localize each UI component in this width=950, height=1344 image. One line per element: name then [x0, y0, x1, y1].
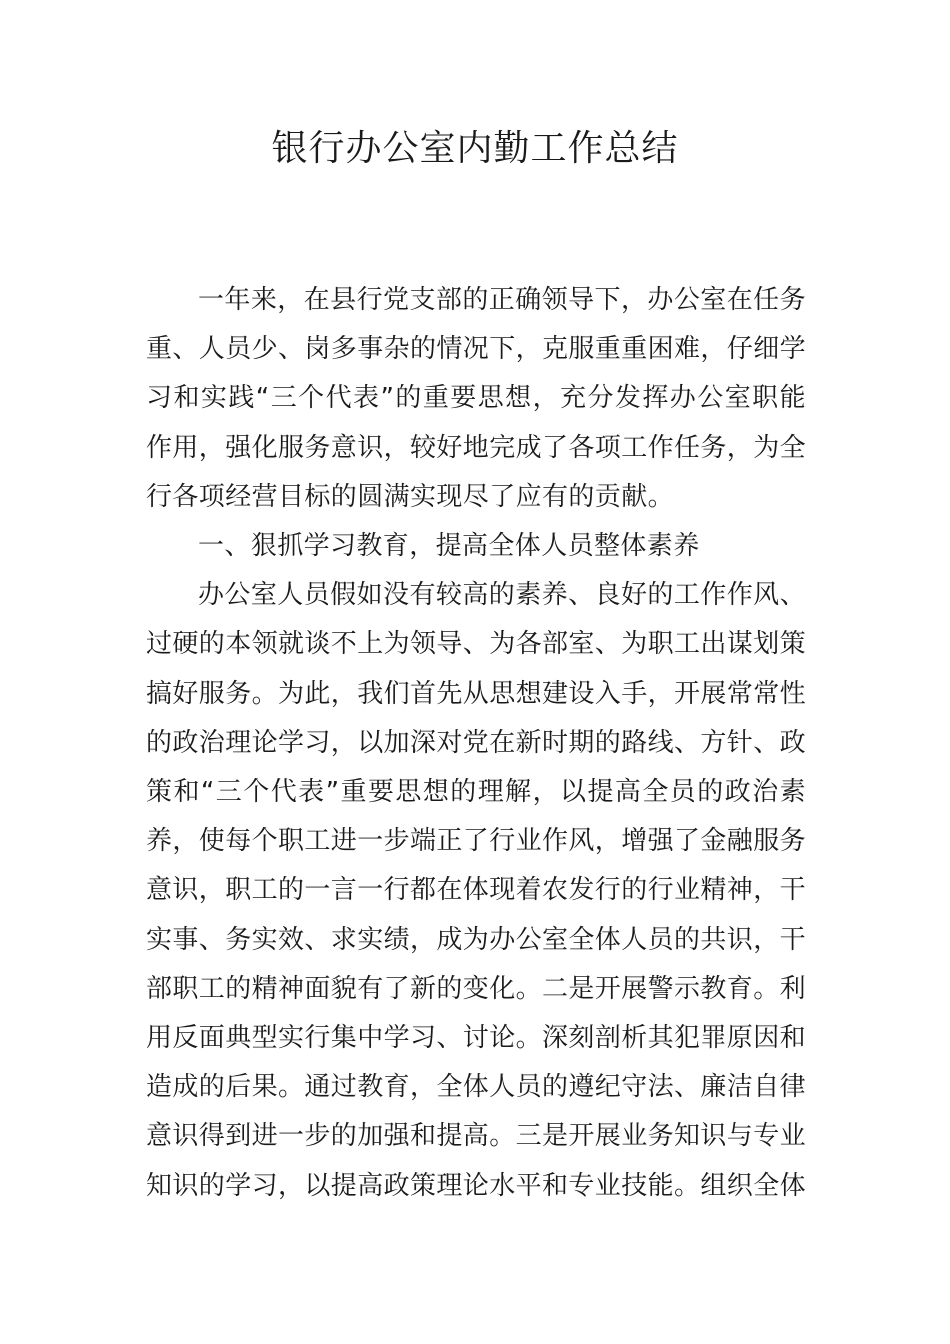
section-heading-1: 一、狠抓学习教育，提高全体人员整体素养: [198, 531, 700, 562]
section-1-paragraph: 办公室人员假如没有较高的素养、良好的工作作风、过硬的本领就谈不上为领导、为各部室、为职工出谋划策搞好服务。为此，我们首先从思想建设入手，开展常常性的政治理论学习，以加深对党在新时期的路线、方针、政策和“三个代表”重要思想的理解，以提高全员的政治素养，使每个职工进一步端正了行业作风，增强了金融服务意识，职工的一言一行都在体现着农发行的行业精神，干实事、务实效、求实绩，成为办公室全体人员的共识，干部职工的精神面貌有了新的变化。二是开展警示教育。利用反面典型实行集中学习、讨论。深刻剖析其犯罪原因和造成的后果。通过教育，全体人员的遵纪守法、廉洁自律意识得到进一步的加强和提高。三是开展业务知识与专业知识的学习，以提高政策理论水平和专业技能。组织全体: [146, 580, 807, 1201]
document-body: [146, 276, 806, 1211]
document-title: 银行办公室内勤工作总结: [271, 128, 679, 169]
intro-paragraph: 一年来，在县行党支部的正确领导下，办公室在任务重、人员少、岗多事杂的情况下，克服重重困难，仔细学习和实践“三个代表”的重要思想，充分发挥办公室职能作用，强化服务意识，较好地完成了各项工作任务，为全行各项经营目标的圆满实现尽了应有的贡献。: [146, 285, 807, 512]
